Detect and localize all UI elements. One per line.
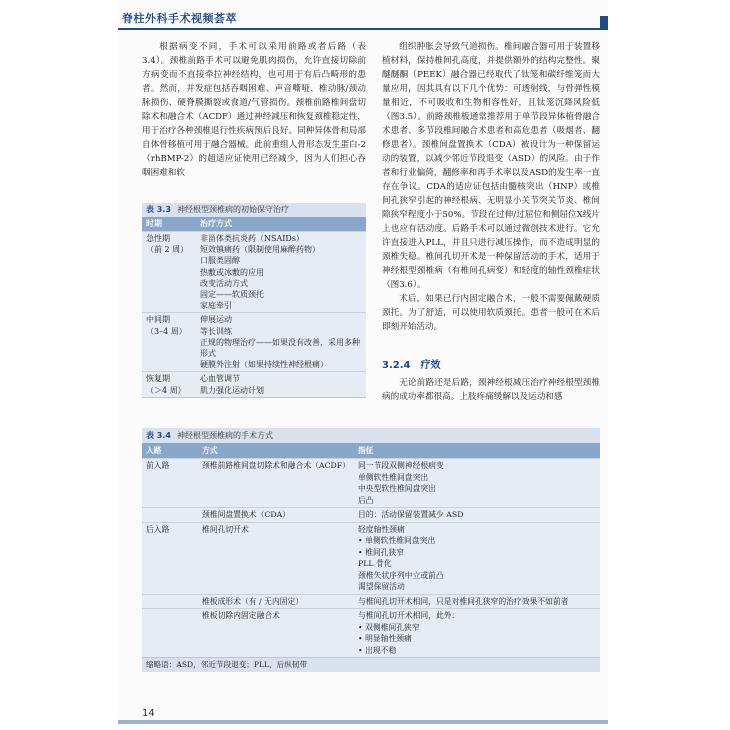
table-3-4: [142, 428, 600, 672]
table-row: [142, 458, 600, 507]
section-title: 疗效: [420, 360, 441, 371]
right-column-continued: [382, 376, 600, 404]
method-cell: 椎间孔切开术: [202, 524, 249, 534]
table-header-cell: 治疗方式: [200, 219, 232, 228]
indication-cell: 目的：活动保留装置减少 ASD: [358, 510, 464, 519]
treatment-cell: 伸展运动 等长训练 正规的物理治疗——如果没有改善，采用多种形式 硬膜外注射（如果持续性神经根痛）: [200, 315, 360, 370]
treatment-cell: 心血管调节 肌力强化运动计划: [200, 374, 264, 395]
table-caption: [142, 428, 600, 443]
table-header-row: [142, 217, 366, 231]
indication-cell: 同一节段双侧神经根病变 单侧软性椎间盘突出 中央型软性椎间盘突出 后凸: [358, 461, 444, 505]
period-cell: 急性期 （前 2 周）: [146, 234, 189, 255]
table-body: [142, 458, 600, 658]
body-paragraph: 无论前路还是后路，颈神经根减压治疗神经根型颈椎病的成功率都很高。上肢疼痛缓解以及运动和感: [382, 378, 600, 402]
period-cell: 中间期 （3–4 周）: [146, 315, 187, 336]
table-caption-text: 神经根型颈椎病的初始保守治疗: [176, 205, 289, 214]
treatment-cell: 非甾体类抗炎药（NSAIDs） 短效镇痛药（限制使用麻醉药物） 口服类固醇 热敷或冰敷的应用 改变活动方式 固定——软质颈托 家庭牵引: [200, 234, 320, 311]
page-number: 14: [142, 708, 155, 719]
table-caption-text: 神经根型颈椎病的手术方式: [176, 431, 273, 440]
right-column: [382, 40, 600, 334]
body-paragraph: 术后，如果已行内固定融合术，一般不需要佩戴硬质颈托。为了舒适，可以使用软质颈托。患者一般可在术后即刻开始活动。: [382, 294, 600, 332]
method-cell: 颈椎间盘置换术（CDA）: [202, 510, 291, 519]
approach-cell: 后入路: [146, 524, 170, 534]
body-paragraph: 组织肿胀会导致气道损伤。椎间融合器可用于装置移植材料，保持椎间孔高度，并提供额外的结构完整性。聚醚醚酮（PEEK）融合器已经取代了钛笼和碳纤维笼而大量应用，因其具有以下几个优势：可透射线，与骨弹性模量相近，不可吸收和生物相容性好，且钛笼沉降风险低（图3.5）。前路颈椎板通常推荐用于单节段异体植骨融合术患者、多节段椎间融合术患者和高危患者（吸烟者、翻修患者）。颈椎间盘置换术（CDA）被设计为一种保留运动的装置，以减少邻近节段退变（ASD）的风险。由于作者和行业偏倚，翻修率和再手术率以及ASD的发生率一直存在争议。CDA的适应证包括由髓核突出（HNP）或椎间孔狭窄引起的神经根病、无明显小关节突关节炎、椎间隙狭窄程度小于50%。节段在过伸/过屈位和侧屈位X线片上也应有活动度。后路手术可以通过微创技术进行。它允许直接进入PLL，并且只进行减压操作，而不造成明显的颈椎失稳。椎间孔切开术是一种保留活动的手术，适用于神经根型颈椎病（有椎间孔病变）和轻度的轴性颈椎症状（图3.6）。: [382, 42, 600, 290]
table-header-cell: 指征: [358, 446, 374, 455]
section-number: 3.2.4: [382, 360, 411, 371]
table-label: 表 3.4: [146, 431, 171, 440]
table-3-3: [142, 203, 366, 398]
table-header-cell: 方式: [202, 446, 218, 455]
approach-cell: 前入路: [146, 461, 170, 470]
table-row: [142, 522, 600, 594]
table-row: [142, 371, 366, 396]
left-column: [142, 40, 366, 180]
table-row: [142, 608, 600, 657]
table-row: [142, 594, 600, 609]
table-body: [142, 231, 366, 398]
running-header: [118, 6, 608, 36]
method-cell: 颈椎前路椎间盘切除术和融合术（ACDF）: [202, 461, 351, 470]
table-row: [142, 312, 366, 371]
table-row: [142, 231, 366, 312]
table-caption: [142, 203, 366, 217]
period-cell: 恢复期 （＞4 周）: [146, 374, 186, 395]
indication-cell: 轻度轴性颈痛 • 单侧软性椎间盘突出 • 椎间孔狭窄 PLL 骨化 颈椎矢状序列中立或前凸 渴望保留活动: [358, 524, 444, 591]
indication-cell: 与椎间孔切开术相同，只是对椎间孔狭窄的治疗效果不如前者: [358, 596, 569, 606]
method-cell: 椎板切除内固定融合术: [202, 611, 280, 620]
table-footnote: 缩略语：ASD，邻近节段退变；PLL，后纵韧带: [142, 658, 600, 672]
table-header-cell: 入路: [146, 446, 162, 455]
page-bottom-bar: [118, 720, 608, 724]
header-title: 脊柱外科手术视频荟萃: [122, 12, 237, 25]
header-tab: [600, 16, 608, 30]
method-cell: 椎板成形术（有 / 无内固定）: [202, 596, 304, 606]
approach-cell: [142, 508, 198, 522]
table-header-cell: 时期: [146, 219, 162, 228]
table-row: [142, 507, 600, 522]
table-header-row: [142, 443, 600, 458]
book-page: [118, 0, 608, 730]
section-heading: [382, 356, 600, 371]
indication-cell: 与椎间孔切开术相同，此外： • 双侧椎间孔狭窄 • 明显轴性颈痛 • 出现不稳: [358, 611, 460, 655]
approach-cell: [142, 609, 198, 657]
approach-cell: [142, 595, 198, 609]
header-rule: [118, 28, 608, 30]
table-label: 表 3.3: [146, 205, 171, 214]
body-paragraph: 根据病变不同，手术可以采用前路或者后路（表3.4）。颈椎前路手术可以避免肌肉损伤，允许直接切除前方病变而不直接牵拉神经结构，也可用于有后凸畸形的患者。然而，并发症包括吞咽困难、声音嘶哑、椎动脉/颈动脉损伤、硬脊膜撕裂或食道/气管损伤。颈椎前路椎间盘切除术和融合术（ACDF）通过神经减压和恢复颈椎稳定性，用于治疗各种颈椎退行性疾病预后良好。同种异体骨和局部自体骨移植可用于融合器械。此前重组人骨形态发生蛋白-2（rhBMP-2）的超适应证使用已经减少，因为人们担心吞咽困难和软: [142, 42, 366, 178]
